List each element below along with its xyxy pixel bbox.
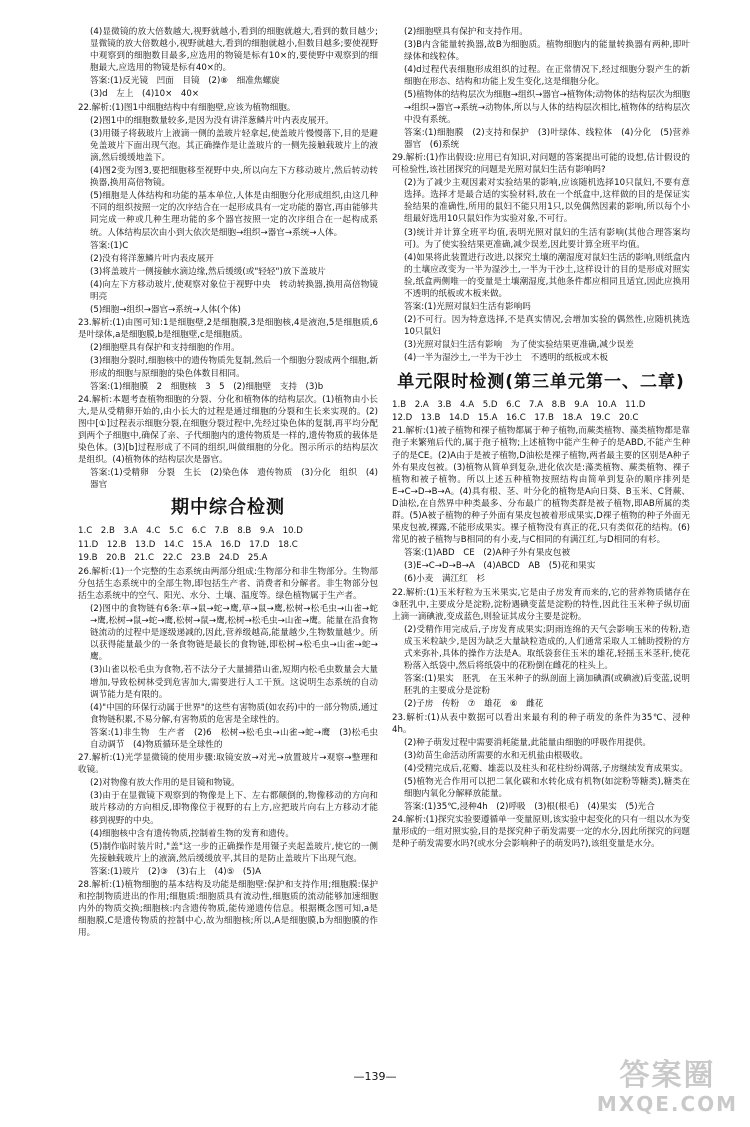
text-line: 答案:(1)ABD CE (2)A种子外有果皮包被 (404, 548, 571, 559)
text-line: 11.D 12.B 13.D 14.C 15.A 16.D 17.D 18.C (78, 539, 298, 550)
text-line: 12.D 13.B 14.D 15.A 16.C 17.B 18.A 19.C 20.C (392, 412, 639, 423)
text-line: 27.解析:(1)光学显微镜的使用步骤:取镜安放→对光→放置玻片→观察→整理和收镜。 (78, 753, 378, 776)
text-line: (3)E→C→D→B→A (4)ABCD AB (5)花和果实 (404, 561, 596, 572)
text-line: 24.解析:(1)探究实验要遵循单一变量原则,该实验中起变化的只有一组以水为变量形成的一组对照实验,目的是探究种子萌发需要一定的水分,因此所探究的问题是种子萌发需要水吗?(或水分会影响种子的萌发吗?),该组变量是水分。 (392, 815, 690, 850)
unit-test-section-title: 单元限时检测(第三单元第一、二章) (397, 371, 685, 392)
text-line: (2)子房 传粉 ⑦ 雄花 ⑥ 雌花 (404, 699, 544, 710)
text-line: (5)制作临时装片时,"盖"这一步的正确操作是用镊子夹起盖玻片,使它的一侧先接触载玻片上的液滴,然后缓缓放平,其目的是防止盖玻片下出现气泡。 (90, 841, 378, 864)
text-line: 1.B 2.A 3.B 4.A 5.D 6.C 7.A 8.B 9.A 10.A 11.D (392, 399, 646, 410)
text-line: 28.解析:(1)植物细胞的基本结构及功能是细胞壁:保护和支持作用;细胞膜:保护和控制物质进出的作用;细胞质:细胞质具有流动性,细胞质的流动能够加速细胞内外的物质交换;细胞核:内含遗传物质,能传递遗传信息。根据概念图可知,a是细胞膜,C是遗传物质的控制中心,故为细胞核;所以,A是细胞膜,b为细胞膜的作用。 (78, 880, 378, 939)
midterm-choice-answers (78, 525, 378, 564)
text-line: 19.B 20.B 21.C 22.C 23.B 24.D 25.A (78, 553, 268, 564)
text-line: (4)图2变为图3,要把细胞移至视野中央,所以向左下方移动玻片,然后转动转换器,换用高倍物镜。 (90, 166, 378, 189)
text-line: (3)B内含能量转换器,故B为细胞质。植物细胞内的能量转换器有两种,即叶绿体和线粒体。 (404, 40, 690, 63)
text-line: (5)植物体的结构层次为细胞→组织→器官→植物体;动物体的结构层次为细胞→组织→器官→系统→动物体,所以与人体的结构层次相比,植物体的结构层次中没有系统。 (404, 90, 690, 125)
right-column-text (392, 26, 690, 365)
text-line: 答案:(1)受精卵 分裂 生长 (2)染色体 遗传物质 (3)分化 组织 (4)器官 (90, 468, 378, 491)
text-line: 答案:(1)光照对鼠妇生活有影响吗 (404, 302, 531, 313)
left-column-text (78, 26, 387, 491)
text-line: (3)细胞分裂时,细胞核中的遗传物质先复制,然后一个细胞分裂成两个细胞,新形成的细胞与原细胞的染色体数目相同。 (90, 356, 378, 379)
text-line: (4)d过程代表细胞形成组织的过程。在正常情况下,经过细胞分裂产生的新细胞在形态、结构和功能上发生变化,这是细胞分化。 (404, 65, 690, 88)
text-line: 22.解析:(1)玉米籽粒为玉米果实,它是由子房发育而来的,它的营养物质储存在③胚乳中,主要成分是淀粉,淀粉遇碘变蓝是淀粉的特性,因此往玉米种子纵切面上滴一滴碘液,变成蓝色,则验证其成分主要是淀粉。 (392, 587, 690, 622)
text-line: (2)图1中的细胞数量较多,是因为没有讲洋葱鳞片叶内表皮展开。 (90, 115, 334, 126)
right-column (392, 26, 690, 852)
text-line: (3)由于在显微镜下观察到的物像是上下、左右都颠倒的,物像移动的方向和玻片移动的方向相反,即物像位于视野的右上方,应把玻片向右上方移动才能移到视野的中央。 (90, 791, 378, 826)
text-line: (4)细胞核中含有遗传物质,控制着生物的发育和遗传。 (90, 828, 294, 839)
text-line: 答案:(1)反光镜 凹面 目镜 (2)⑧ 细准焦螺旋 (90, 76, 280, 87)
text-line: (5)细胞是人体结构和功能的基本单位,人体是由细胞分化形成组织,由这几种不同的组织按照一定的次序结合在一起形成具有一定功能的器官,再由能够共同完成一种或几种生理功能的多个器官按照一定的次序组合在一起构成系统。人体结构层次由小到大依次是细胞→组织→器官→系统→人体。 (90, 191, 378, 238)
text-line: 答案:(1)玻片 (2)③ (3)右上 (4)⑤ (5)A (90, 866, 261, 877)
text-line: (2)种子萌发过程中需要消耗能量,此能量由细胞的呼吸作用提供。 (404, 737, 651, 748)
text-line: 23.解析:(1)由图可知:1是细胞壁,2是细胞膜,3是细胞核,4是液泡,5是细胞质,6是叶绿体,a是细胞膜,b是细胞壁,c是细胞质。 (78, 318, 378, 341)
text-line: 22.解析:(1)图1中细胞结构中有细胞壁,应该为植物细胞。 (78, 102, 296, 113)
midterm-section-title: 期中综合检测 (171, 497, 285, 519)
text-line: (3)光照对鼠妇生活有影响 为了使实验结果更准确,减少误差 (404, 340, 634, 351)
text-line: (3)将盖玻片一侧接触水滴边缘,然后缓缓(或"轻轻")放下盖玻片 (90, 266, 326, 277)
text-line: 答案:(1)细胞膜 (2)支持和保护 (3)叶绿体、线粒体 (4)分化 (5)营养器官 (6)系统 (404, 127, 690, 150)
text-line: (3)幼苗生命活动所需要的水和无机盐由根吸收。 (404, 750, 589, 761)
text-line: (3)用镊子将载玻片上液滴一侧的盖玻片轻拿起,使盖玻片慢慢落下,目的是避免盖玻片下面出现气泡。其正确操作是让盖玻片的一侧先接触载玻片上的液滴,然后缓缓地盖下。 (90, 128, 378, 163)
text-line: 答案:(1)果实 胚乳 在玉米种子的纵剖面上滴加碘酒(或碘液)后变蓝,说明胚乳的主要成分是淀粉 (404, 674, 690, 697)
text-line: (2)受精作用完成后,子房发育成果实;阴雨连绵的天气会影响玉米的传粉,造成玉米粒缺少,是因为缺乏大量缺粒造成的,人们通常采取人工辅助授粉的方式来弥补,具体的操作方法是A。取纸袋套住玉米的雄花,轻摇玉米茎秆,使花粉落入纸袋中,然后将纸袋中的花粉倒在雌花的柱头上。 (404, 624, 690, 672)
text-line: 29.解析:(1)作出假设:应用已有知识,对问题的答案提出可能的设想,估计假设的可检验性,该社团探究的问题是光照对鼠妇生活有影响吗? (392, 152, 690, 176)
text-line: 答案:(1)非生物 生产者 (2)6 松树→松毛虫→山雀→蛇→鹰 (3)松毛虫 自动调节 (4)物质循环是全球性的 (90, 727, 387, 750)
text-line: (5)细胞→组织→器官→系统→人体(个体) (90, 305, 241, 316)
text-line: (2)为了减少主观因素对实验结果的影响,应该随机选择10只鼠妇,不要有意选择。选择才是最合适的实验材料,放在一个纸盒中,这样做的目的是保证实验结果的准确性,所用的鼠妇不能只用1只,以免偶然因素的影响,所以每个小组最好选用10只鼠妇作为实验对象,不可行。 (404, 178, 690, 225)
text-line: (2)细胞壁具有保护和支持作用。 (404, 27, 528, 37)
text-line: (4)一半为湿沙土,一半为干沙土 不透明的纸板或木板 (404, 353, 608, 364)
watermark-top-text: 答案圈 (619, 1058, 716, 1093)
left-column (78, 26, 387, 941)
text-line: (2)细胞壁具有保护和支持细胞的作用。 (90, 343, 240, 354)
text-line: (2)对物像有放大作用的是目镜和物镜。 (90, 778, 240, 789)
text-line: (3)d 左上 (4)10× 40× (90, 89, 200, 100)
text-line: (6)小麦 满江红 杉 (404, 574, 485, 585)
unit-choice-answers (392, 399, 690, 425)
text-line: 答案:(1)细胞膜 2 细胞核 3 5 (2)细胞壁 支持 (3)b (90, 381, 324, 392)
text-line: (4)如果将此装置进行改进,以探究土壤的潮湿度对鼠妇生活的影响,则纸盒内的土壤应改变为一半为湿沙土,一半为干沙土,这样设计的目的是形成对照实验,纸盒两侧唯一的变量是土壤潮湿度,其他条件都应相同且适宜,因此应换用不透明的纸板或木板来做。 (404, 252, 690, 299)
text-line: (2)图中的食物链有6条:草→鼠→蛇→鹰,草→鼠→鹰,松树→松毛虫→山雀→蛇→鹰,松树→鼠→蛇→鹰,松树→鼠→鹰,松树→松毛虫→山雀→鹰。能量在沿食物链流动的过程中是逐级递减的,因此,营养级越高,能量越少,生物数量越少。所以获得能量最少的一条食物链是最长的食物链,即松树→松毛虫→山雀→蛇→鹰。 (90, 603, 378, 663)
text-line: 答案:(1)35℃,浸种4h (2)呼吸 (3)根(根毛) (4)果实 (5)光合 (404, 802, 655, 813)
unit-explanations (392, 425, 690, 850)
text-line: (3)山雀以松毛虫为食物,若不法分子大量捕猎山雀,短期内松毛虫数量会大量增加,导致松树林受到危害加大,需要进行人工干预。这说明生态系统的自动调节能力是有限的。 (90, 665, 378, 700)
text-line: (4)显微镜的放大倍数越大,视野就越小,看到的细胞就越大,看到的数目越少;显微镜的放大倍数越小,视野就越大,看到的细胞就越小,但数目越多;要使视野中观察到的细胞数目最多,应选用的物镜是标有10×的,要使野中观察到的细胞最大,应选用的物镜是标有40×的。 (90, 27, 378, 74)
text-line: (2)没有将洋葱鳞片叶内表皮展开 (90, 253, 214, 264)
midterm-explanations (78, 566, 387, 940)
page-number: —139— (353, 1070, 397, 1083)
watermark-logo (595, 1059, 740, 1121)
text-line: 26.解析:(1)一个完整的生态系统由两部分组成:生物部分和非生物部分。生物部分包括生态系统中的全部生物,即包括生产者、消费者和分解者。非生物部分包括生态系统中的空气、阳光、水分、土壤、温度等。绿色植物属于生产者。 (78, 566, 378, 601)
text-line: (5)植物光合作用可以把二氧化碳和水转化成有机物(如淀粉等糖类),糖类在细胞内氧化分解释放能量。 (404, 776, 690, 800)
text-line: 答案:(1)C (90, 240, 129, 251)
text-line: (4)向左下方移动玻片,使观察对象位于视野中央 转动转换器,换用高倍物镜 明亮 (90, 279, 387, 302)
text-line: 23.解析:(1)从表中数据可以看出来最有利的种子萌发的条件为35℃、浸种4h。 (392, 712, 690, 735)
text-line: 24.解析:本题考查植物细胞的分裂、分化和植物体的结构层次。(1)植物由小长大,是从受精卵开始的,由小长大的过程是通过细胞的分裂和生长来实现的。(2)图中[①]过程表示细胞分裂,在细胞分裂过程中,先经过染色体的复制,再平均分配到两个子细胞中,确保了亲、子代细胞内的遗传物质是一样的,遗传物质的载体是染色体。(3)[b]过程形成了不同的组织,叫做细胞的分化。图示所示的结构层次是组织。(4)植物体的结构层次是器官。 (78, 394, 378, 466)
text-line: (4)受精完成后,花瓣、雄蕊以及柱头和花柱纷纷凋落,子房继续发育成果实。 (404, 763, 689, 774)
text-line: 21.解析:(1)被子植物和裸子植物都属于种子植物,而蕨类植物、藻类植物都是靠孢子来繁殖后代的,属于孢子植物;上述植物中能产生种子的是ABD,不能产生种子的是CE。(2)A由于是被子植物,D油松是裸子植物,两者最主要的区别是A种子外有果皮包被。(3)植物从简单到复杂,进化依次是:藻类植物、蕨类植物、裸子植物和被子植物。所以上述五种植物按照结构由简单到复杂的顺序排列是E→C→D→B→A。(4)具有根、茎、叶分化的植物是A向日葵、B玉米、C肾蕨、D油松,在自然界中种类最多、分布最广的植物类群是被子植物,即AB所属的类群。(5)A被子植物的种子外面有果皮包被着形成果实,D裸子植物的种子外面无果皮包被,裸露,不能形成果实。裸子植物没有真正的花,只有类似花的结构。(6)常见的被子植物与B相同的有小麦,与C相同的有满江红,与D相同的有杉。 (392, 426, 690, 546)
text-line: (4)"中国的环保行动属于世界"的这些有害物质(如农药)中的一部分物质,通过食物链积累,不易分解,有害物质的危害是全球性的。 (90, 702, 378, 725)
text-line: 1.C 2.B 3.A 4.C 5.C 6.C 7.B 8.B 9.A 10.D (78, 526, 303, 537)
watermark-bottom-text: MXQE.COM (596, 1092, 739, 1116)
text-line: (3)统计并计算全班平均值,表明光照对鼠妇的生活有影响(其他合理答案均可)。为了使实验结果更准确,减少误差,因此要计算全班平均值。 (404, 227, 690, 250)
text-line: (2)不可行。因为特意选择,不是真实情况,会增加实验的偶然性,应随机挑选10只鼠妇 (404, 315, 690, 338)
